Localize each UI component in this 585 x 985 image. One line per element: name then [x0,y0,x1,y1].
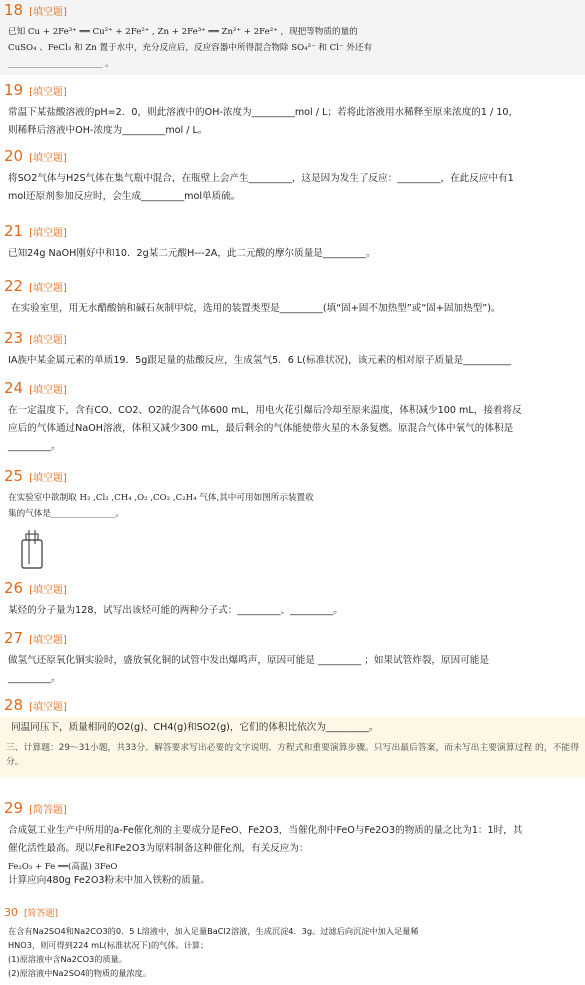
question-23 [0,328,585,376]
question-type-tag: [填空题] [29,701,67,713]
question-type-tag: [填空题] [29,384,67,396]
question-30 [0,904,585,985]
question-24 [0,378,585,462]
question-type-tag: [填空题] [29,334,67,346]
section-note: 三、计算题：29～31小题，共33分。解答要求写出必要的文字说明、方程式和重要演算步骤。只写出最后答案，而未写出主要演算过程 的，不能得分。 [6,743,579,767]
question-text: 在实验室中欲制取 H₂ ,Cl₂ ,CH₄ ,O₂ ,CO₂ ,C₂H₄ 气体,其中可用如图所示装置收 集的气体是_______________。 [8,493,314,519]
question-number: 30 [4,905,18,919]
question-text: 将SO2气体与H2S气体在集气瓶中混合，在瓶壁上会产生_________，这是因为发生了反应：_________，在此反应中有1 mol还原剂参加反应时，会生成_________mol单质硫。 [8,173,514,202]
question-text: 合成氨工业生产中所用的a-Fe催化剂的主要成分是FeO、Fe2O3，当催化剂中FeO与Fe2O3的物质的量之比为1：1时，其 催化活性最高。现以Fe和Fe2O3为原料制备这种催化剂，有关反应为： [8,825,523,854]
question-text: 做氢气还原氧化铜实验时，盛放氧化铜的试管中发出爆鸣声，原因可能是 _________ ；如果试管炸裂，原因可能是 _________。 [8,655,489,684]
question-type-tag: [简答题] [24,908,59,919]
question-text: 某烃的分子量为128，试写出该烃可能的两种分子式：_________、_________。 [8,605,343,616]
question-text: 常温下某盐酸溶液的pH=2．0，则此溶液中的OH-浓度为_________mol / L；若将此溶液用水稀释至原来浓度的1 / 10， 则稀释后溶液中OH-浓度为_________mol / L。 [8,107,519,136]
question-number: 20 [4,147,24,165]
question-number: 25 [4,467,24,485]
question-type-tag: [填空题] [29,227,67,239]
question-25 [0,466,585,576]
question-type-tag: [填空题] [29,6,67,18]
question-29 [0,798,585,903]
gas-collection-bottle-figure [12,530,52,570]
question-number: 29 [4,799,24,817]
question-27 [0,628,585,694]
question-number: 21 [4,222,24,240]
question-text-2: 计算应向480g Fe2O3粉末中加入铁粉的质量。 [8,875,211,886]
section-instructions [0,717,585,777]
question-text: 已知24g NaOH刚好中和10．2g某二元酸H---2A，此二元酸的摩尔质量是_________。 [8,248,376,259]
question-number: 19 [4,81,24,99]
question-type-tag: [填空题] [29,86,67,98]
question-number: 24 [4,379,24,397]
question-22 [0,276,585,324]
question-number: 22 [4,277,24,295]
question-number: 18 [4,1,24,19]
question-21 [0,221,585,269]
question-18 [0,0,585,75]
question-28-text: 同温同压下，质量相同的O2(g)、CH4(g)和SO2(g)，它们的体积比依次为_________。 [8,722,379,733]
reaction-equation: Fe₂O₃ + Fe ══(高温) 3FeO [8,862,118,872]
question-19 [0,80,585,142]
question-number: 28 [4,696,24,714]
question-text: 已知 Cu + 2Fe³⁺ ══ Cu²⁺ + 2Fe²⁺ , Zn + 2Fe³⁺ ══ Zn²⁺ + 2Fe²⁺ ，现把等物质的量的 CuSO₄ 、FeCl₃ 和 Zn 置于水中，充分反应后，反应容器中所得混合物除 SO₄²⁻ 和 Cl⁻ 外还有 ______________________ 。 [8,27,373,69]
question-type-tag: [填空题] [29,152,67,164]
question-number: 23 [4,329,24,347]
question-type-tag: [填空题] [29,472,67,484]
question-type-tag: [填空题] [29,584,67,596]
question-28 [0,695,585,717]
question-text: 在一定温度下，含有CO、CO2、O2的混合气体600 mL，用电火花引爆后冷却至原来温度，体积减少100 mL，接着将反 应后的气体通过NaOH溶液，体积又减少300 mL，最后剩余的气体能使带火星的木条复燃。原混合气体中氧气的体积是 _________。 [8,405,522,452]
question-text: ⅠA族中某金属元素的单质19．5g跟足量的盐酸反应，生成氢气5．6 L(标准状况)，该元素的相对原子质量是__________ [8,355,512,366]
question-type-tag: [填空题] [29,282,67,294]
question-20 [0,146,585,216]
question-type-tag: [简答题] [29,804,67,816]
question-number: 26 [4,579,24,597]
question-text: 在实验室里，用无水醋酸钠和碱石灰制甲烷，选用的装置类型是_________(填“固+固不加热型”或“固+固加热型”)。 [8,303,501,314]
question-26 [0,578,585,624]
question-number: 27 [4,629,24,647]
question-type-tag: [填空题] [29,634,67,646]
question-text: 在含有Na2SO4和Na2CO3的0．5 L溶液中，加入足量BaCl2溶液，生成沉淀4．3g。过滤后向沉淀中加入足量稀 HNO3，则可得到224 mL(标准状况下)的气体。计算； (1)原溶液中含Na2CO3的质量。 (2)原溶液中Na2SO4的物质的量浓度。 [8,926,419,978]
